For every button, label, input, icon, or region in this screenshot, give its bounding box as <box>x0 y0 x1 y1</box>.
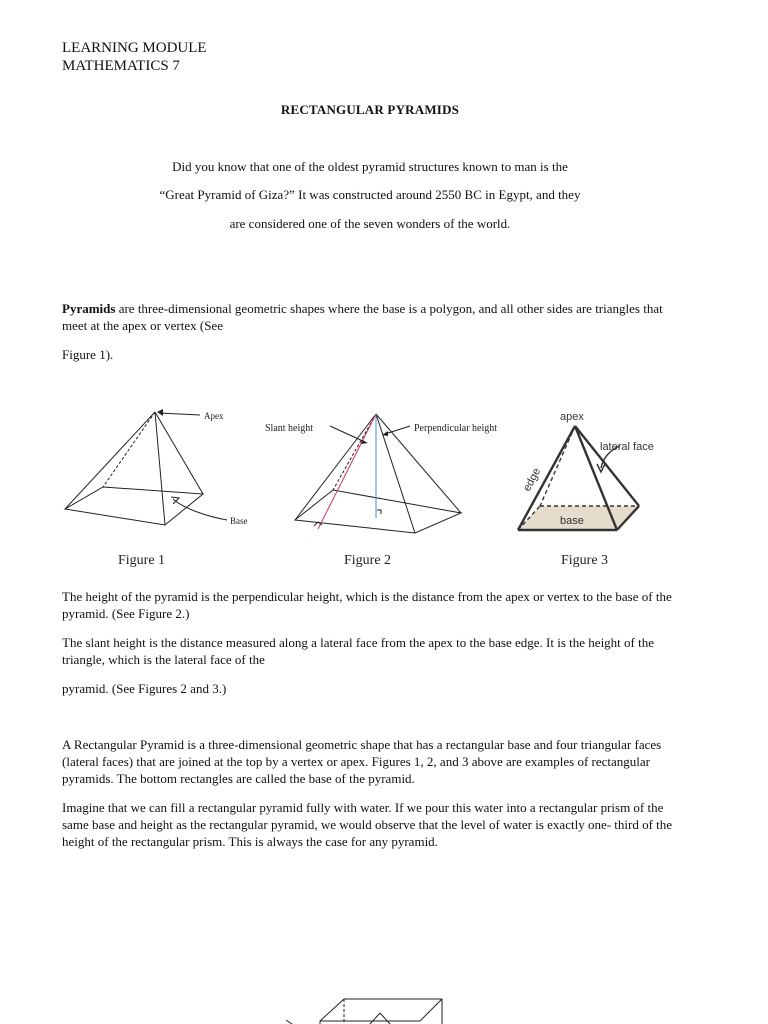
page-title: RECTANGULAR PYRAMIDS <box>280 102 460 117</box>
figure-1-apex-label: Apex <box>204 411 224 421</box>
lateral-face-label: lateral face <box>600 441 654 453</box>
figure-1-caption: Figure 1 <box>118 553 166 568</box>
slant-height-paragraph-continued: pyramid. (See Figures 2 and 3.) <box>62 681 227 696</box>
figure-1-diagram <box>65 409 227 525</box>
slant-height-paragraph: The slant height is the distance measured along a lateral face from the apex to the base edge. It is the height of the triangle, which is the lateral face of the <box>62 635 655 667</box>
figure-2-caption: Figure 2 <box>344 553 392 568</box>
figure-3-apex-label: apex <box>560 411 584 423</box>
intro-line-1: Did you know that one of the oldest pyramid structures known to man is the <box>172 159 568 174</box>
perpendicular-height-label: Perpendicular height <box>414 423 498 434</box>
definition-text: are three-dimensional geometric shapes where the base is a polygon, and all other sides are triangles that meet at the apex or vertex (See <box>62 301 663 333</box>
definition-continued: Figure 1). <box>62 347 114 362</box>
intro-line-3: are considered one of the seven wonders of the world. <box>229 216 511 231</box>
figure-3-caption: Figure 3 <box>561 553 609 568</box>
intro-line-2: “Great Pyramid of Giza?” It was constructed around 2550 BC in Egypt, and they <box>159 187 581 202</box>
figure-3-base-label: base <box>560 515 584 527</box>
module-label: LEARNING MODULE <box>62 40 207 56</box>
pyramid-figures <box>55 398 685 573</box>
figure-1-base-label: Base <box>230 516 248 526</box>
prism-pyramid-figure <box>270 995 460 1024</box>
subject-label: MATHEMATICS 7 <box>62 58 180 74</box>
height-paragraph: The height of the pyramid is the perpendicular height, which is the distance from the apex or vertex to the base of the pyramid. (See Figure 2.) <box>62 589 672 621</box>
water-volume-paragraph: Imagine that we can fill a rectangular pyramid fully with water. If we pour this water into a rectangular prism of the same base and height as the rectangular pyramid, we would observe that the level of water is exactly one- third of the height of the rectangular prism. This is always the case for any pyramid. <box>62 800 673 849</box>
pyramid-definition <box>62 300 690 334</box>
rectangular-pyramid-paragraph: A Rectangular Pyramid is a three-dimensional geometric shape that has a rectangular base and four triangular faces (lateral faces) that are joined at the top by a vertex or apex. Figures 1, 2, and 3 above are examples of rectangular pyramids. The bottom rectangles are called the base of the pyramid. <box>62 737 662 786</box>
slant-height-label: Slant height <box>265 423 314 434</box>
definition-term: Pyramids <box>62 301 116 316</box>
edge-label: edge <box>521 466 544 494</box>
